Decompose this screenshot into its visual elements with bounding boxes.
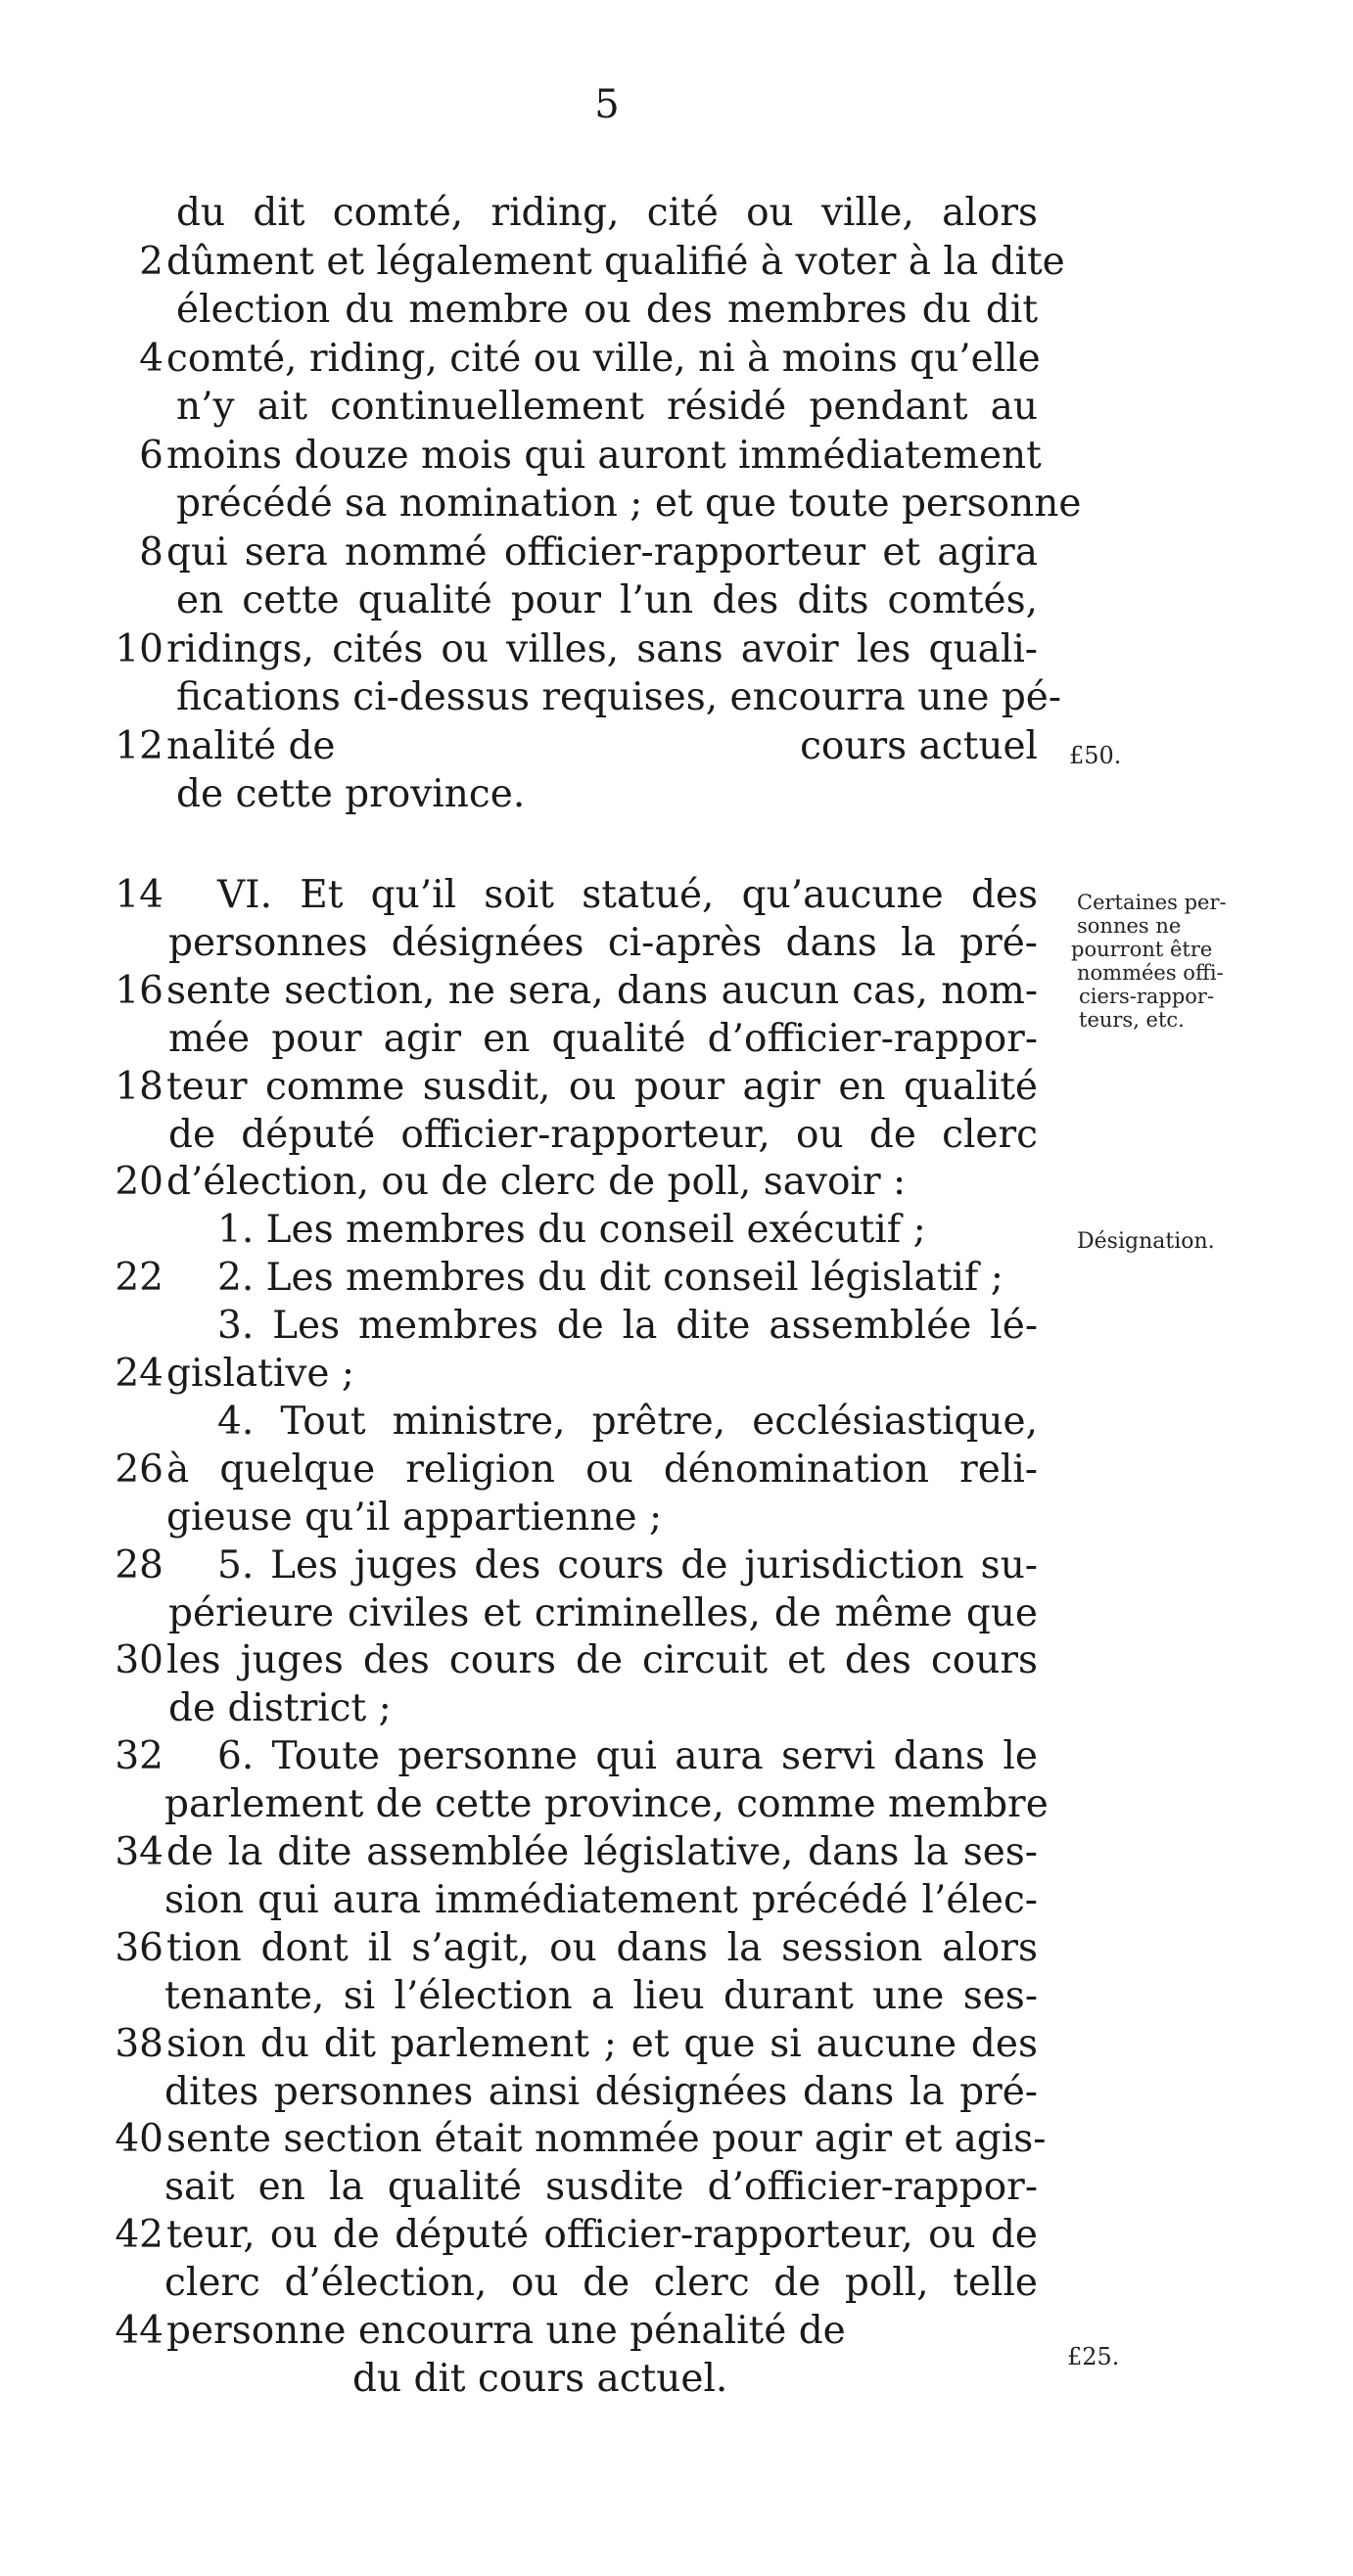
text-line — [0, 770, 1353, 819]
text-line — [0, 1972, 1353, 2021]
line-text: gieuse qu’il appartienne ; — [166, 1495, 663, 1540]
margin-note-line: teurs, etc. — [1079, 1008, 1185, 1032]
line-text: 3. Les membres de la dite assemblée lé- — [217, 1304, 1038, 1348]
line-text: comté, riding, cité ou ville, ni à moins qu’elle — [166, 337, 1041, 381]
line-number: 22 — [115, 1256, 163, 1300]
line-text: clerc d’élection, ou de clerc de poll, telle — [164, 2261, 1038, 2305]
line-text: 6. Toute personne qui aura servi dans le — [217, 1734, 1038, 1778]
text-line — [0, 1828, 1353, 1877]
text-line — [0, 1158, 1353, 1207]
line-text: tenante, si l’élection a lieu durant une ses- — [164, 1974, 1038, 2018]
line-number: 32 — [115, 1734, 163, 1778]
line-number: 36 — [115, 1926, 163, 1970]
line-text: sente section, ne sera, dans aucun cas, nom- — [166, 969, 1038, 1013]
line-text: précédé sa nomination ; et que toute personne — [176, 482, 1082, 526]
text-line — [0, 1398, 1353, 1447]
line-text: sion qui aura immédiatement précédé l’élec- — [164, 1878, 1038, 1922]
margin-designation: Désignation. — [1077, 1229, 1215, 1254]
text-line — [0, 1541, 1353, 1590]
text-line — [0, 2307, 1353, 2356]
text-line — [0, 722, 1353, 771]
line-text: teur, ou de député officier-rapporteur, ou de — [166, 2213, 1038, 2257]
text-line — [0, 286, 1353, 335]
line-text-right: cours actuel — [800, 724, 1038, 768]
line-number: 38 — [115, 2022, 163, 2066]
line-text: du dit comté, riding, cité ou ville, alors — [176, 191, 1038, 235]
line-text: sion du dit parlement ; et que si aucune des — [166, 2022, 1038, 2066]
line-text: mée pour agir en qualité d’officier-rappor- — [168, 1017, 1038, 1061]
text-line — [0, 2259, 1353, 2308]
line-number: 30 — [115, 1638, 163, 1682]
line-number: 14 — [115, 873, 163, 917]
text-line — [0, 1589, 1353, 1638]
line-number: 6 — [139, 434, 163, 478]
line-number: 2 — [139, 240, 163, 284]
line-number: 4 — [139, 337, 163, 381]
margin-note-line: nommées offi- — [1077, 961, 1224, 985]
line-number: 8 — [139, 530, 163, 575]
text-line — [0, 1924, 1353, 1973]
text-line — [0, 1636, 1353, 1685]
text-line — [0, 238, 1353, 287]
text-line — [0, 1111, 1353, 1160]
line-text: les juges des cours de circuit et des cours — [166, 1638, 1038, 1682]
text-line — [0, 480, 1353, 529]
text-line — [0, 432, 1353, 481]
line-text: périeure civiles et criminelles, de même que — [168, 1591, 1038, 1635]
line-text: sente section était nommée pour agir et agis- — [166, 2117, 1047, 2161]
line-text: teur comme susdit, ou pour agir en qualité — [166, 1065, 1038, 1109]
line-text: dûment et légalement qualifié à voter à la dite — [166, 240, 1065, 284]
text-line — [0, 383, 1353, 432]
line-number: 24 — [115, 1352, 163, 1396]
text-line — [0, 1494, 1353, 1542]
text-line — [0, 2355, 1353, 2404]
text-line — [0, 2115, 1353, 2164]
text-line — [0, 2211, 1353, 2260]
text-line — [0, 1063, 1353, 1112]
margin-note-line: ciers-rappor- — [1079, 985, 1215, 1008]
line-number: 20 — [115, 1160, 163, 1204]
page-number: 5 — [594, 82, 620, 127]
line-text: dites personnes ainsi désignées dans la pré- — [164, 2070, 1038, 2114]
line-text: 2. Les membres du dit conseil législatif ; — [217, 1256, 1003, 1300]
text-line — [0, 1254, 1353, 1303]
text-line — [0, 2068, 1353, 2117]
text-line — [0, 1350, 1353, 1399]
line-number: 42 — [115, 2213, 163, 2257]
line-text: n’y ait continuellement résidé pendant au — [176, 385, 1038, 429]
line-text: d’élection, ou de clerc de poll, savoir : — [166, 1160, 907, 1204]
line-text: fications ci-dessus requises, encourra une pé- — [176, 675, 1062, 719]
line-number: 18 — [115, 1065, 163, 1109]
line-number: 10 — [115, 627, 163, 671]
text-line — [0, 2020, 1353, 2069]
text-line — [0, 1446, 1353, 1495]
text-line — [0, 1302, 1353, 1351]
line-text: parlement de cette province, comme membre — [164, 1782, 1049, 1826]
line-text: de cette province. — [176, 772, 526, 816]
margin-penalty-2: £25. — [1067, 2343, 1120, 2370]
line-text: à quelque religion ou dénomination reli- — [166, 1448, 1038, 1492]
line-text: élection du membre ou des membres du dit — [176, 288, 1038, 332]
line-text: ridings, cités ou villes, sans avoir les quali- — [166, 627, 1038, 671]
line-text: de la dite assemblée législative, dans la ses- — [166, 1830, 1038, 1874]
margin-note-line: Certaines per- — [1077, 891, 1227, 914]
text-line — [0, 576, 1353, 625]
line-number: 16 — [115, 969, 163, 1013]
margin-note-line: pourront être — [1071, 938, 1213, 961]
text-line — [0, 1876, 1353, 1925]
text-line — [0, 625, 1353, 674]
text-line — [0, 2163, 1353, 2212]
line-text: du dit cours actuel. — [352, 2357, 728, 2401]
line-text: personne encourra une pénalité de — [166, 2309, 846, 2353]
line-text: en cette qualité pour l’un des dits comtés, — [176, 578, 1038, 622]
line-text: qui sera nommé officier-rapporteur et agira — [166, 530, 1038, 575]
line-number: 44 — [115, 2309, 163, 2353]
margin-note-line: sonnes ne — [1077, 914, 1182, 938]
line-number: 28 — [115, 1543, 163, 1587]
line-text: VI. Et qu’il soit statué, qu’aucune des — [217, 873, 1038, 917]
line-number: 34 — [115, 1830, 163, 1874]
line-number: 40 — [115, 2117, 163, 2161]
line-number: 12 — [115, 724, 163, 768]
text-line — [0, 335, 1353, 384]
line-text: 5. Les juges des cours de jurisdiction su- — [217, 1543, 1038, 1587]
line-text: sait en la qualité susdite d’officier-rappor- — [164, 2165, 1038, 2209]
text-line — [0, 673, 1353, 722]
text-line — [0, 1732, 1353, 1781]
text-line — [0, 1684, 1353, 1733]
line-text: moins douze mois qui auront immédiatement — [166, 434, 1042, 478]
line-text: nalité de — [166, 724, 336, 768]
line-text: de député officier-rapporteur, ou de clerc — [168, 1113, 1038, 1157]
text-line — [0, 1780, 1353, 1829]
text-line — [0, 529, 1353, 577]
line-text: 4. Tout ministre, prêtre, ecclésiastique, — [217, 1400, 1038, 1444]
line-number: 26 — [115, 1448, 163, 1492]
line-text: 1. Les membres du conseil exécutif ; — [217, 1208, 926, 1252]
line-text: tion dont il s’agit, ou dans la session alors — [166, 1926, 1038, 1970]
line-text: personnes désignées ci-après dans la pré- — [168, 921, 1038, 965]
text-line — [0, 189, 1353, 238]
line-text: de district ; — [168, 1686, 392, 1730]
margin-penalty-1: £50. — [1069, 742, 1122, 769]
line-text: gislative ; — [166, 1352, 354, 1396]
